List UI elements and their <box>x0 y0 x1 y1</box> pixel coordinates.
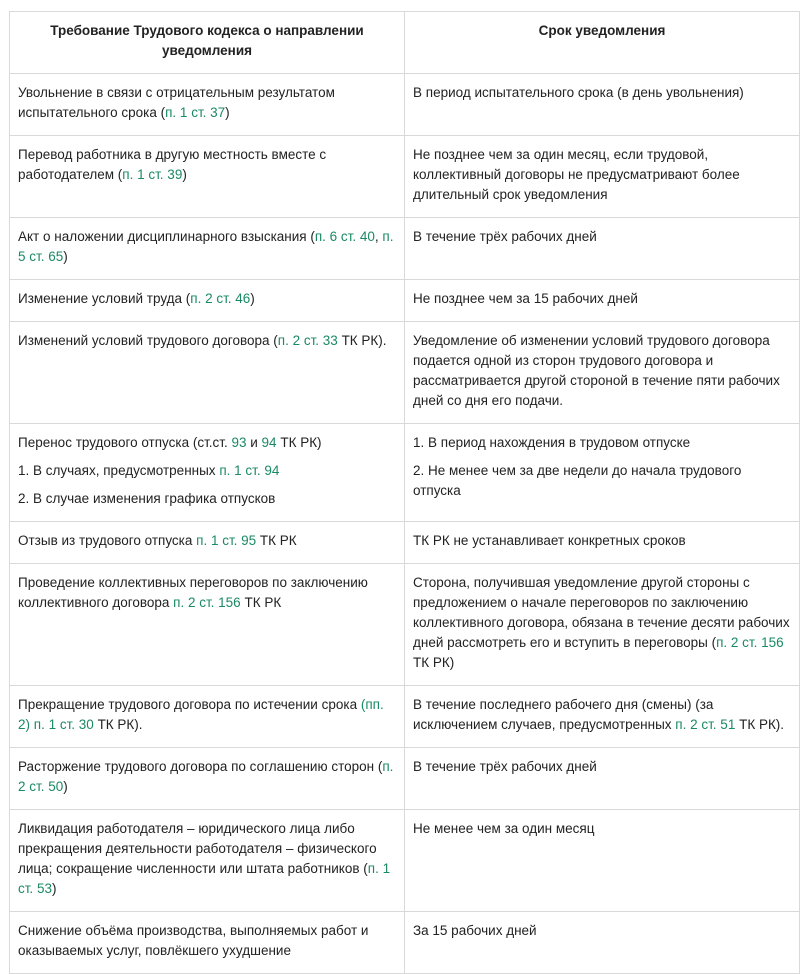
cell-text: Прекращение трудового договора по истечении срока <box>18 697 361 712</box>
term-cell <box>405 218 800 280</box>
requirement-paragraph <box>18 331 396 351</box>
requirement-paragraph <box>18 531 396 551</box>
requirement-cell <box>10 74 405 136</box>
cell-text: В течение трёх рабочих дней <box>413 759 597 774</box>
cell-text: Не менее чем за один месяц <box>413 821 595 836</box>
requirement-cell <box>10 218 405 280</box>
cell-text: Не позднее чем за 15 рабочих дней <box>413 291 638 306</box>
article-reference-link[interactable]: п. 1 ст. 53 <box>18 861 391 896</box>
cell-text: и <box>246 435 262 450</box>
article-reference-link[interactable]: п. 1 ст. 30 <box>33 717 94 732</box>
term-paragraph <box>413 145 791 205</box>
requirement-cell <box>10 136 405 218</box>
term-cell <box>405 322 800 424</box>
cell-text: ) <box>51 881 57 896</box>
cell-text: Акт о наложении дисциплинарного взыскания ( <box>18 229 315 244</box>
term-paragraph <box>413 921 791 941</box>
cell-text: ТК РК). <box>93 717 143 732</box>
cell-text: Ликвидация работодателя – юридического лица либо прекращения деятельности работодателя – физического лица; сокращение численности или штата работников ( <box>18 821 377 876</box>
requirement-cell <box>10 748 405 810</box>
article-reference-link[interactable]: 94 <box>261 435 277 450</box>
term-paragraph <box>413 83 791 103</box>
requirement-paragraph <box>18 695 396 735</box>
requirement-paragraph <box>18 433 396 453</box>
table-row <box>10 912 800 974</box>
term-paragraph <box>413 227 791 247</box>
cell-text: ТК РК). <box>735 717 785 732</box>
cell-text: В течение последнего рабочего дня (смены) (за исключением случаев, предусмотренных <box>413 697 714 732</box>
cell-text: Не позднее чем за один месяц, если трудовой, коллективный договоры не предусматривают более длительный срок уведомления <box>413 147 740 202</box>
article-reference-link[interactable]: п. 2 ст. 33 <box>277 333 338 348</box>
requirement-paragraph <box>18 489 396 509</box>
table-body <box>10 74 800 974</box>
term-paragraph <box>413 433 791 453</box>
cell-text: Перенос трудового отпуска (ст.ст. <box>18 435 232 450</box>
header-term: Срок уведомления <box>405 12 800 74</box>
cell-text: ТК РК не устанавливает конкретных сроков <box>413 533 686 548</box>
cell-text: Отзыв из трудового отпуска <box>18 533 197 548</box>
article-reference-link[interactable]: п. 2 ст. 50 <box>18 759 394 794</box>
article-reference-link[interactable]: п. 2 ст. 156 <box>173 595 241 610</box>
table-row <box>10 564 800 686</box>
header-requirement: Требование Трудового кодекса о направлении уведомления <box>10 12 405 74</box>
cell-text: ТК РК) <box>413 655 455 670</box>
cell-text: ) <box>182 167 187 182</box>
cell-text: Расторжение трудового договора по соглашению сторон ( <box>18 759 383 774</box>
term-cell <box>405 424 800 522</box>
requirement-cell <box>10 280 405 322</box>
term-paragraph <box>413 531 791 551</box>
term-paragraph <box>413 819 791 839</box>
term-cell <box>405 810 800 912</box>
term-cell <box>405 280 800 322</box>
table-row <box>10 810 800 912</box>
requirement-paragraph <box>18 921 396 961</box>
table-row <box>10 686 800 748</box>
requirement-paragraph <box>18 83 396 123</box>
article-reference-link[interactable]: 93 <box>231 435 247 450</box>
term-cell <box>405 748 800 810</box>
cell-text: ) <box>250 291 255 306</box>
cell-text: ТК РК <box>256 533 297 548</box>
term-cell <box>405 686 800 748</box>
requirement-cell <box>10 912 405 974</box>
cell-text: , <box>374 229 383 244</box>
notification-table-container <box>9 11 799 974</box>
table-row <box>10 748 800 810</box>
cell-text: Перевод работника в другую местность вместе с работодателем ( <box>18 147 327 182</box>
notification-requirements-table <box>9 11 800 974</box>
table-header <box>10 12 800 74</box>
article-reference-link[interactable]: п. 2 ст. 51 <box>675 717 736 732</box>
cell-text: 2. В случае изменения графика отпусков <box>18 491 276 506</box>
requirement-cell <box>10 322 405 424</box>
cell-text: Увольнение в связи с отрицательным результатом испытательного срока ( <box>18 85 335 120</box>
term-cell <box>405 912 800 974</box>
term-paragraph <box>413 573 791 673</box>
cell-text: 2. Не менее чем за две недели до начала трудового отпуска <box>413 463 742 498</box>
article-reference-link[interactable]: п. 1 ст. 37 <box>165 105 226 120</box>
cell-text: ) <box>63 249 68 264</box>
cell-text: В течение трёх рабочих дней <box>413 229 597 244</box>
table-row <box>10 74 800 136</box>
cell-text: Проведение коллективных переговоров по заключению коллективного договора <box>18 575 368 610</box>
requirement-cell <box>10 564 405 686</box>
term-paragraph <box>413 331 791 411</box>
cell-text: Уведомление об изменении условий трудового договора подается одной из сторон трудового договора и рассматривается другой стороной в течение пяти рабочих дней со дня его подачи. <box>413 333 780 408</box>
term-paragraph <box>413 289 791 309</box>
cell-text: В период испытательного срока (в день увольнения) <box>413 85 744 100</box>
article-reference-link[interactable]: п. 2 ст. 156 <box>716 635 784 650</box>
requirement-paragraph <box>18 573 396 613</box>
table-row <box>10 136 800 218</box>
article-reference-link[interactable]: п. 1 ст. 39 <box>122 167 183 182</box>
cell-text: ТК РК <box>240 595 282 610</box>
term-paragraph <box>413 695 791 735</box>
cell-text: ТК РК). <box>337 333 387 348</box>
cell-text: За 15 рабочих дней <box>413 923 537 938</box>
table-row <box>10 218 800 280</box>
header-row <box>10 12 800 74</box>
table-row <box>10 280 800 322</box>
requirement-paragraph <box>18 227 396 267</box>
term-paragraph <box>413 757 791 777</box>
requirement-paragraph <box>18 289 396 309</box>
cell-text: ) <box>63 779 68 794</box>
requirement-paragraph <box>18 461 396 481</box>
cell-text: 1. В случаях, предусмотренных <box>18 463 220 478</box>
requirement-cell <box>10 810 405 912</box>
requirement-paragraph <box>18 757 396 797</box>
requirement-cell <box>10 686 405 748</box>
cell-text: ТК РК) <box>276 435 322 450</box>
term-cell <box>405 136 800 218</box>
term-cell <box>405 564 800 686</box>
article-reference-link[interactable]: п. 1 ст. 94 <box>219 463 280 478</box>
cell-text: Изменений условий трудового договора ( <box>18 333 278 348</box>
article-reference-link[interactable]: п. 5 ст. 65 <box>18 229 394 264</box>
requirement-cell <box>10 424 405 522</box>
cell-text: Изменение условий труда ( <box>18 291 191 306</box>
requirement-cell <box>10 522 405 564</box>
article-reference-link[interactable]: п. 1 ст. 95 <box>196 533 257 548</box>
cell-text: Снижение объёма производства, выполняемых работ и оказываемых услуг, повлёкшего ухудшение <box>18 923 369 958</box>
cell-text: 1. В период нахождения в трудовом отпуске <box>413 435 691 450</box>
article-reference-link[interactable]: п. 6 ст. 40 <box>314 229 375 244</box>
term-cell <box>405 522 800 564</box>
cell-text: Сторона, получившая уведомление другой стороны с предложением о начале переговоров по заключению коллективного договора, обязана в течение десяти рабочих дней рассмотреть его и вступить в переговоры ( <box>413 575 790 650</box>
article-reference-link[interactable]: (пп. 2) <box>18 697 384 732</box>
term-cell <box>405 74 800 136</box>
table-row <box>10 522 800 564</box>
requirement-paragraph <box>18 145 396 185</box>
table-row <box>10 322 800 424</box>
cell-text: ) <box>225 105 230 120</box>
table-row <box>10 424 800 522</box>
term-paragraph <box>413 461 791 501</box>
requirement-paragraph <box>18 819 396 899</box>
article-reference-link[interactable]: п. 2 ст. 46 <box>190 291 251 306</box>
